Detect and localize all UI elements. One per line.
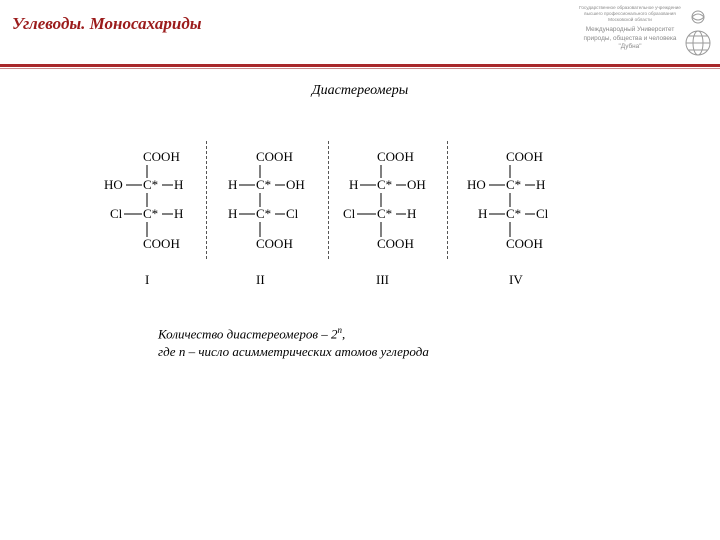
substituent-right: H — [174, 177, 184, 192]
asymmetric-carbon: C* — [377, 206, 393, 221]
structure-numeral: III — [376, 272, 389, 287]
substituent-left: H — [228, 206, 238, 221]
structure-numeral: IV — [509, 272, 523, 287]
substituent-left: H — [228, 177, 238, 192]
substituent-right: H — [407, 206, 417, 221]
note-line-1 — [158, 321, 429, 343]
bottom-group: COOH — [256, 236, 293, 251]
substituent-right: OH — [286, 177, 305, 192]
bottom-group: COOH — [506, 236, 543, 251]
substituent-right: H — [174, 206, 184, 221]
logo-small-line: высшего профессионального образования — [584, 11, 676, 16]
logo-line: "Дубна" — [618, 43, 642, 50]
logo-line: природы, общества и человека — [583, 34, 677, 42]
top-group: COOH — [143, 149, 180, 164]
logo-small-line: Государственное образовательное учреждение — [579, 5, 681, 10]
logo-line: Международный Университет — [585, 26, 675, 33]
slide-title: Углеводы. Моносахариды — [12, 14, 202, 33]
substituent-left: HO — [104, 177, 123, 192]
substituent-right: Cl — [286, 206, 299, 221]
substituent-left: Cl — [343, 206, 356, 221]
substituent-left: H — [478, 206, 488, 221]
asymmetric-carbon: C* — [256, 206, 272, 221]
substituent-left: H — [349, 177, 359, 192]
asymmetric-carbon: C* — [377, 177, 393, 192]
substituent-right: Cl — [536, 206, 549, 221]
subtitle-diastereomers: Диастереомеры — [311, 83, 409, 98]
asymmetric-carbon: C* — [506, 177, 522, 192]
diastereomer-count-note — [158, 321, 429, 361]
top-group: COOH — [377, 149, 414, 164]
note-formula-text: Количество диастереомеров – 2 — [158, 326, 338, 342]
logo-small-line: Московской области — [608, 17, 652, 22]
substituent-right: H — [536, 177, 546, 192]
substituent-left: Cl — [110, 206, 123, 221]
substituent-right: OH — [407, 177, 426, 192]
substituent-left: HO — [467, 177, 486, 192]
asymmetric-carbon: C* — [256, 177, 272, 192]
note-comma: , — [341, 326, 346, 342]
top-group: COOH — [256, 149, 293, 164]
note-line-2: где n – число асимметрических атомов углерода — [158, 344, 429, 360]
asymmetric-carbon: C* — [143, 206, 159, 221]
structure-numeral: II — [256, 272, 265, 287]
bottom-group: COOH — [377, 236, 414, 251]
asymmetric-carbon: C* — [506, 206, 522, 221]
top-group: COOH — [506, 149, 543, 164]
bottom-group: COOH — [143, 236, 180, 251]
structure-numeral: I — [145, 272, 150, 287]
note-exponent: n — [337, 325, 342, 335]
asymmetric-carbon: C* — [143, 177, 159, 192]
